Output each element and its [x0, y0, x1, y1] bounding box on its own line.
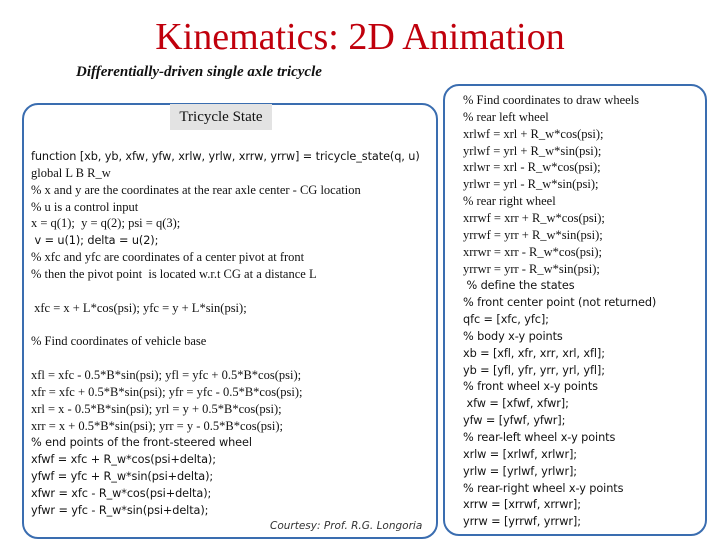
right-code-line: % Find coordinates to draw wheels	[463, 93, 640, 107]
left-code-line: function [xb, yb, xfw, yfw, xrlw, yrlw, xrrw, yrrw] = tricycle_state(q, u)	[31, 150, 420, 163]
left-code-line: % Find coordinates of vehicle base	[31, 334, 207, 349]
right-code-line: xrlw = [xrlwf, xrlwr];	[463, 447, 577, 461]
right-code-line: xrrwf = xrr + R_w*cos(psi);	[463, 210, 605, 225]
left-code-line: xfl = xfc - 0.5*B*sin(psi); yfl = yfc + 0.5*B*cos(psi);	[31, 368, 302, 383]
left-code-line: % u is a control input	[31, 199, 139, 214]
right-code-line: % front wheel x-y points	[463, 380, 598, 394]
right-code-line: % front center point (not returned)	[463, 296, 657, 310]
left-code-line: global L B R_w	[31, 165, 111, 180]
left-code-line: % then the pivot point is located w.r.t CG at a distance L	[31, 266, 317, 281]
right-code-line: yrrw = [yrrwf, yrrwr];	[463, 515, 581, 529]
right-code-line: yrlwr = yrl - R_w*sin(psi);	[463, 177, 599, 192]
right-code-line: % define the states	[463, 279, 575, 293]
right-code-line: xfw = [xfwf, xfwr];	[463, 397, 569, 411]
slide-subtitle: Differentially-driven single axle tricycle	[76, 64, 322, 80]
left-code-line: x = q(1); y = q(2); psi = q(3);	[31, 216, 181, 231]
right-code-line: yrrwr = yrr - R_w*sin(psi);	[463, 261, 600, 276]
left-code-line: yfwf = yfc + R_w*sin(psi+delta);	[31, 470, 214, 484]
left-code-line: xfwf = xfc + R_w*cos(psi+delta);	[31, 453, 216, 467]
courtesy-note: Courtesy: Prof. R.G. Longoria	[270, 520, 423, 532]
right-code-line: xrlwr = xrl - R_w*cos(psi);	[463, 160, 601, 175]
right-code-line: yrlwf = yrl + R_w*sin(psi);	[463, 143, 602, 158]
right-code-line: % rear-left wheel x-y points	[463, 431, 616, 444]
right-code-line: xrrwr = xrr - R_w*cos(psi);	[463, 244, 602, 259]
right-code-line: yrrwf = yrr + R_w*sin(psi);	[463, 227, 603, 242]
left-code-line: % xfc and yfc are coordinates of a center pivot at front	[31, 250, 305, 265]
left-code-line: % end points of the front-steered wheel	[31, 436, 252, 450]
left-code-line: v = u(1); delta = u(2);	[31, 234, 159, 248]
right-code-line: % rear right wheel	[463, 194, 556, 209]
right-code-line: xb = [xfl, xfr, xrr, xrl, xfl];	[463, 346, 605, 360]
tricycle-state-label: Tricycle State	[170, 104, 272, 130]
left-code-line: xfc = x + L*cos(psi); yfc = y + L*sin(psi);	[31, 300, 247, 315]
left-code-line: xfr = xfc + 0.5*B*sin(psi); yfr = yfc - 0.5*B*cos(psi);	[31, 384, 303, 399]
right-code-line: % rear-right wheel x-y points	[463, 481, 624, 495]
right-code-line: xrlwf = xrl + R_w*cos(psi);	[463, 126, 604, 141]
left-code-line: yfwr = yfc - R_w*sin(psi+delta);	[31, 503, 209, 517]
left-code-line: xrl = x - 0.5*B*sin(psi); yrl = y + 0.5*B*cos(psi);	[31, 401, 282, 416]
left-code-line: % x and y are the coordinates at the rear axle center - CG location	[31, 182, 361, 197]
right-code-line: qfc = [xfc, yfc];	[463, 313, 549, 327]
right-code-line: yb = [yfl, yfr, yrr, yrl, yfl];	[463, 363, 605, 377]
right-code-line: yfw = [yfwf, yfwr];	[463, 414, 566, 428]
right-code-line: yrlw = [yrlwf, yrlwr];	[463, 464, 577, 478]
right-code-line: % body x-y points	[463, 329, 563, 343]
right-code-line: xrrw = [xrrwf, xrrwr];	[463, 498, 581, 512]
left-code-line: xrr = x + 0.5*B*sin(psi); yrr = y - 0.5*B*cos(psi);	[31, 418, 284, 433]
left-code-line: xfwr = xfc - R_w*cos(psi+delta);	[31, 487, 212, 500]
right-code-line: % rear left wheel	[463, 109, 549, 124]
slide-title: Kinematics: 2D Animation	[155, 16, 565, 58]
